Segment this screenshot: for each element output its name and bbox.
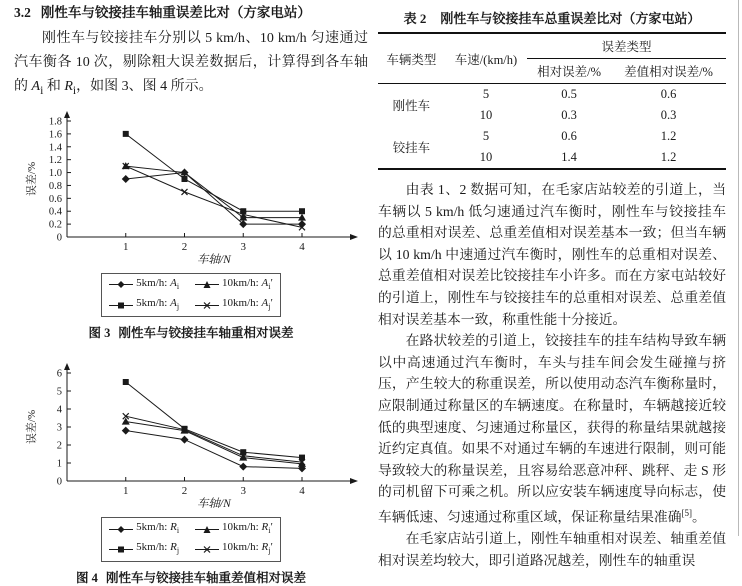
legend-label: 5km/h: $R_j$ <box>136 541 180 556</box>
legend-label: 10km/h: $R_i'$ <box>222 521 273 536</box>
body-paragraph-2 <box>378 330 726 528</box>
diff-relative-error-cell: 0.6 <box>660 87 677 101</box>
svg-text:1.6: 1.6 <box>48 129 62 141</box>
legend-label: 5km/h: $R_i$ <box>136 521 180 536</box>
figure-4-caption <box>14 568 368 586</box>
axle-relative-error-chart <box>23 109 359 267</box>
vehicle-type-cell: 铰挂车 <box>392 141 431 155</box>
svg-text:1.4: 1.4 <box>48 142 62 154</box>
legend-marker-diamond-icon <box>109 525 133 534</box>
relative-error-cell: 1.4 <box>561 150 577 164</box>
relative-error-cell: 0.6 <box>561 129 577 143</box>
legend-item <box>195 275 273 295</box>
legend-marker-triangle-icon <box>195 280 219 289</box>
legend-label: 10km/h: $A_i'$ <box>222 276 273 291</box>
figure-4-legend <box>101 517 281 561</box>
table-caption-label: 表 2 <box>403 11 427 26</box>
legend-label: 10km/h: $A_j'$ <box>222 296 273 312</box>
relative-error-cell: 0.5 <box>561 87 577 101</box>
diff-relative-error-cell: 0.3 <box>660 108 677 122</box>
legend-marker-square-icon <box>109 545 133 554</box>
table-2-caption <box>378 8 726 27</box>
svg-text:1: 1 <box>56 458 62 470</box>
svg-text:1: 1 <box>123 485 129 498</box>
diff-relative-error-cell: 1.2 <box>660 150 677 164</box>
svg-text:车轴/N: 车轴/N <box>196 498 231 511</box>
svg-text:6: 6 <box>56 368 62 380</box>
legend-item <box>109 275 179 295</box>
table-row <box>378 84 726 106</box>
intro-text: 和 <box>43 79 65 94</box>
math-symbol-R: R <box>64 79 73 94</box>
figure-caption-text: 刚性车与铰接挂车轴重差值相对误差 <box>105 570 306 585</box>
svg-text:4: 4 <box>299 485 305 498</box>
svg-text:1.2: 1.2 <box>48 154 62 166</box>
math-subscript: i <box>72 83 77 97</box>
left-column <box>0 4 368 585</box>
math-subscript: i <box>40 83 44 97</box>
paragraph-text: 在路状较差的引道上，铰接挂车的挂车结构导致车辆以中高速通过汽车衡时，车头与挂车间会发生碰撞与挤压，产生较大的称重误差，所以使用动态汽车衡称量时，应限制通过称量区的车辆速度。在称量时，车辆越接近较低的典型速度、匀速通过称量区，获得的称量结果就越接近约定真值。如果不对通过车辆的车速进行限制，则可能导致较大的称量误差，且容易给恶意冲秤、跳秤、走 S 形的司机留下可乘之机。所以应安装车辆速度导向标志，使车辆低速、匀速通过称重区域，保证称量结果准确 <box>378 333 726 525</box>
section-number: 3.2 <box>14 5 31 20</box>
svg-text:3: 3 <box>240 240 246 253</box>
intro-text: ，如图 3、图 4 所示。 <box>76 79 213 94</box>
figure-caption-label: 图 3 <box>88 326 111 341</box>
legend-item <box>109 295 179 315</box>
legend-item <box>109 539 179 559</box>
svg-text:4: 4 <box>299 240 305 253</box>
intro-text: 刚性车与铰接挂车分别以 5 km/h、10 km/h 匀速通过汽车衡各 10 次，剔除粗大误差数据后，计算得到各车轴的 <box>14 31 368 94</box>
legend-item <box>195 519 273 539</box>
svg-text:1.8: 1.8 <box>48 116 62 128</box>
svg-text:0.8: 0.8 <box>48 180 62 192</box>
body-paragraph-1: 由表 1、2 数据可知，在毛家店站较差的引道上，当车辆以 5 km/h 低匀速通过汽车衡时，刚性车与铰接挂车的总重相对误差、总重差值相对误差基本一致；但当车辆以 10 km/h 中速通过汽车衡时，刚性车的总重相对误差、总重差值相对误差比铰接挂车小许多。而在方家屯站较好的引道上，刚性车与铰接挂车的总重相对误差、总重差值相对误差基本一致，称重性能十分接近。 <box>378 182 726 327</box>
col-header-relative-error: 相对误差/% <box>527 59 611 84</box>
table-row <box>378 126 726 147</box>
relative-error-cell: 0.3 <box>561 108 577 122</box>
svg-text:0.4: 0.4 <box>48 206 62 218</box>
svg-text:3: 3 <box>240 485 246 498</box>
speed-cell: 5 <box>482 87 490 101</box>
diff-relative-error-cell: 1.2 <box>660 129 677 143</box>
legend-label: 10km/h: $R_j'$ <box>222 541 273 556</box>
svg-text:0: 0 <box>56 232 62 244</box>
section-title: 刚性车与铰接挂车轴重误差比对（方家电站） <box>40 5 311 20</box>
col-header-vehicle-type: 车辆类型 <box>378 33 445 84</box>
speed-cell: 5 <box>482 129 490 143</box>
col-header-diff-relative-error: 差值相对误差/% <box>611 59 726 84</box>
figure-caption-text: 刚性车与铰接挂车轴重相对误差 <box>118 326 294 341</box>
section-heading <box>14 4 368 22</box>
axle-diff-relative-error-chart <box>23 361 359 511</box>
vehicle-type-cell: 刚性车 <box>392 99 431 113</box>
legend-marker-x-icon <box>195 545 219 554</box>
speed-cell: 10 <box>479 150 493 164</box>
legend-marker-diamond-icon <box>109 280 133 289</box>
table-caption-text: 刚性车与铰接挂车总重误差比对（方家屯站） <box>440 11 701 26</box>
intro-paragraph <box>14 27 368 103</box>
legend-label: 5km/h: $A_i$ <box>136 276 180 291</box>
svg-text:5: 5 <box>56 386 62 398</box>
right-column <box>368 4 738 568</box>
figure-3 <box>14 109 368 341</box>
svg-text:0: 0 <box>56 476 62 488</box>
svg-text:4: 4 <box>56 404 62 416</box>
svg-text:2: 2 <box>56 440 62 452</box>
body-paragraph-3: 在毛家店站引道上，刚性车轴重相对误差、轴重差值相对误差均较大，即引道路况越差，刚性车的轴重误 <box>378 531 726 568</box>
svg-text:误差/%: 误差/% <box>26 161 38 196</box>
legend-item <box>195 539 273 559</box>
svg-text:1: 1 <box>123 240 129 253</box>
figure-3-caption <box>14 323 368 341</box>
figure-4 <box>14 361 368 585</box>
svg-text:1.0: 1.0 <box>48 167 62 179</box>
figure-3-legend <box>101 273 281 317</box>
legend-marker-triangle-icon <box>195 525 219 534</box>
col-header-speed: 车速/(km/h) <box>445 33 527 84</box>
figure-caption-label: 图 4 <box>76 570 98 585</box>
legend-item <box>195 295 273 315</box>
svg-text:车轴/N: 车轴/N <box>196 253 231 266</box>
legend-marker-x-icon <box>195 301 219 310</box>
error-comparison-table <box>378 32 726 170</box>
speed-cell: 10 <box>479 108 493 122</box>
svg-text:2: 2 <box>181 240 188 253</box>
legend-item <box>109 519 179 539</box>
svg-text:误差/%: 误差/% <box>26 410 38 445</box>
svg-text:0.6: 0.6 <box>48 193 62 205</box>
citation-ref: [5] <box>681 507 693 518</box>
svg-text:2: 2 <box>181 485 188 498</box>
legend-marker-square-icon <box>109 301 133 310</box>
legend-label: 5km/h: $A_j$ <box>136 296 180 312</box>
paragraph-text: 。 <box>692 509 706 525</box>
svg-text:0.2: 0.2 <box>48 219 62 231</box>
math-symbol-A: A <box>31 79 41 94</box>
svg-text:3: 3 <box>56 422 62 434</box>
col-header-error-type: 误差类型 <box>527 33 726 59</box>
page-edge-line <box>738 0 739 536</box>
